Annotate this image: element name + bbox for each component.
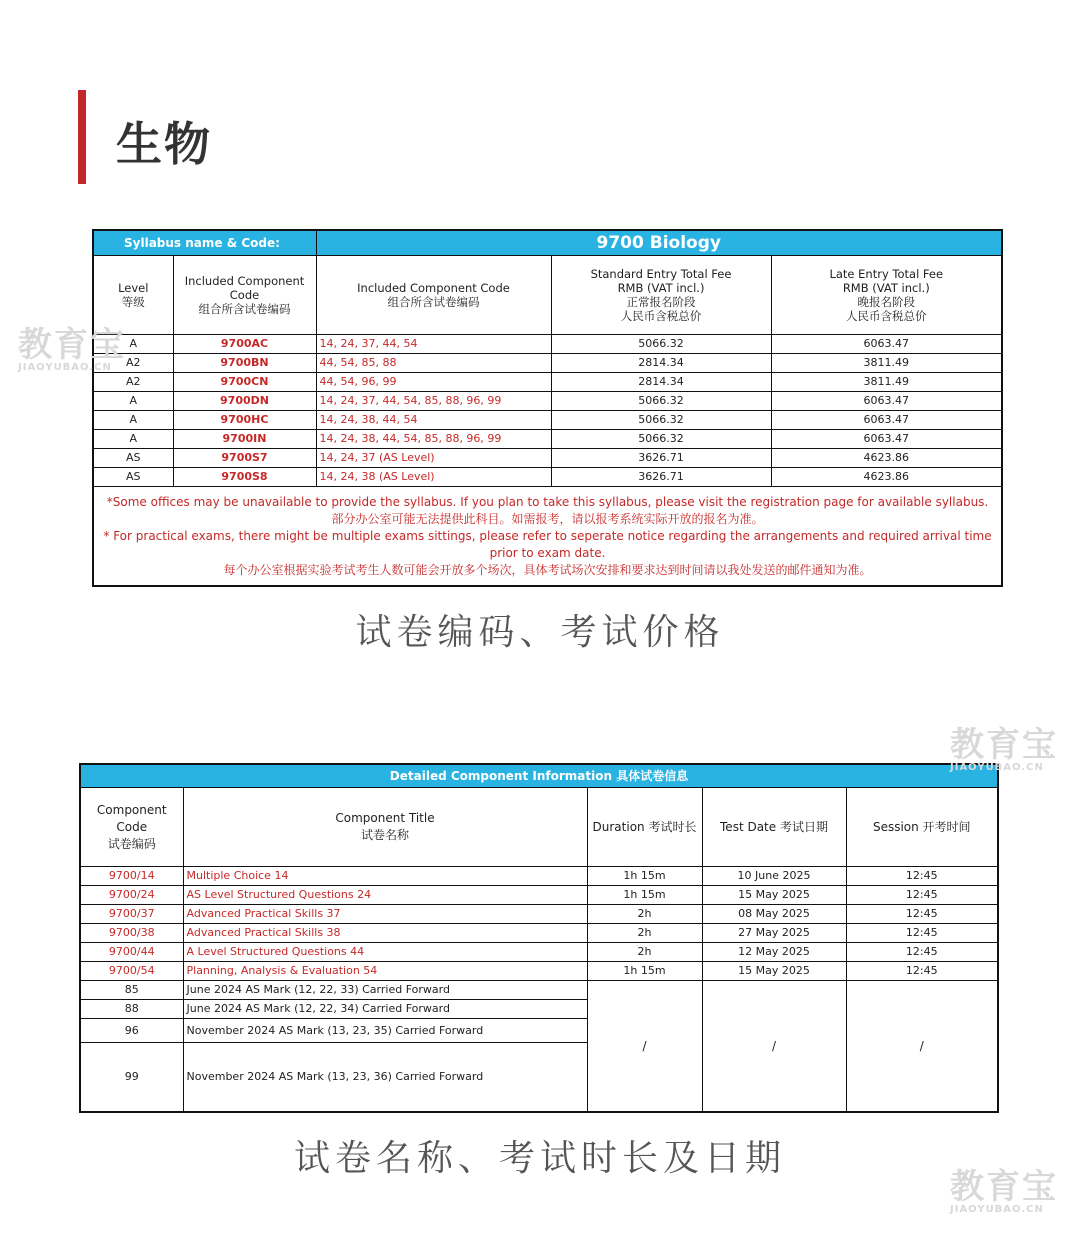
component-row	[80, 962, 998, 981]
header-codes: Included Component Code 组合所含试卷编码	[316, 256, 551, 335]
comp-session: 12:45	[846, 886, 998, 905]
caption-fees: 试卷编码、考试价格	[355, 612, 725, 653]
fee-components: 14, 24, 38, 44, 54	[316, 411, 551, 430]
fee-standard: 5066.32	[551, 430, 771, 449]
fee-components: 44, 54, 85, 88	[316, 354, 551, 373]
fee-level: AS	[93, 468, 173, 487]
comp-date: 15 May 2025	[702, 962, 846, 981]
fee-components: 14, 24, 37, 44, 54	[316, 335, 551, 354]
comp-code: 9700/44	[80, 943, 183, 962]
comp-title: Planning, Analysis & Evaluation 54	[183, 962, 587, 981]
carried-title: November 2024 AS Mark (13, 23, 36) Carried Forward	[183, 1043, 587, 1113]
header-level: Level 等级	[93, 256, 173, 335]
fee-code: 9700BN	[173, 354, 316, 373]
fee-level: A	[93, 411, 173, 430]
fee-components: 14, 24, 38 (AS Level)	[316, 468, 551, 487]
comp-date: 12 May 2025	[702, 943, 846, 962]
watermark-en: JIAOYUBAO.CN	[950, 762, 1044, 773]
caption-components: 试卷名称、考试时长及日期	[293, 1138, 786, 1179]
carried-session: /	[846, 981, 998, 1113]
header-component: Included Component Code 组合所含试卷编码	[173, 256, 316, 335]
comp-session: 12:45	[846, 924, 998, 943]
note-2-en: * For practical exams, there might be multiple exams sittings, please refer to seperate notice regarding the arrangements and required arrival time prior to exam date.	[103, 528, 992, 560]
header-standard-fee: Standard Entry Total Fee RMB (VAT incl.) 正常报名阶段 人民币含税总价	[551, 256, 771, 335]
fee-standard: 3626.71	[551, 449, 771, 468]
fee-code: 9700S7	[173, 449, 316, 468]
fee-level: A	[93, 335, 173, 354]
fee-components: 14, 24, 37, 44, 54, 85, 88, 96, 99	[316, 392, 551, 411]
fee-standard: 5066.32	[551, 392, 771, 411]
fee-row	[93, 411, 1002, 430]
note-1-cn: 部分办公室可能无法提供此科目。如需报考，请以报考系统实际开放的报名为准。	[331, 511, 764, 526]
comp-session: 12:45	[846, 867, 998, 886]
component-row	[80, 924, 998, 943]
fee-row	[93, 335, 1002, 354]
fee-standard: 5066.32	[551, 335, 771, 354]
component-table	[79, 763, 999, 1113]
header-test-date: Test Date 考试日期	[702, 788, 846, 867]
fee-late: 4623.86	[771, 468, 1002, 487]
fee-code: 9700S8	[173, 468, 316, 487]
carried-code: 96	[80, 1019, 183, 1043]
fee-standard: 5066.32	[551, 411, 771, 430]
carried-title: June 2024 AS Mark (12, 22, 34) Carried Forward	[183, 1000, 587, 1019]
fee-level: AS	[93, 449, 173, 468]
fee-late: 4623.86	[771, 449, 1002, 468]
comp-title: A Level Structured Questions 44	[183, 943, 587, 962]
fee-row	[93, 468, 1002, 487]
comp-code: 9700/38	[80, 924, 183, 943]
fee-late: 6063.47	[771, 392, 1002, 411]
fee-level: A2	[93, 354, 173, 373]
comp-session: 12:45	[846, 962, 998, 981]
comp-title: Advanced Practical Skills 37	[183, 905, 587, 924]
component-row	[80, 943, 998, 962]
comp-duration: 1h 15m	[587, 867, 702, 886]
carried-code: 88	[80, 1000, 183, 1019]
watermark-logo	[950, 1167, 1058, 1215]
component-row	[80, 905, 998, 924]
fee-notes	[93, 487, 1002, 587]
syllabus-name: 9700 Biology	[316, 230, 1002, 256]
watermark-logo	[18, 325, 126, 373]
fee-components: 14, 24, 38, 44, 54, 85, 88, 96, 99	[316, 430, 551, 449]
fee-code: 9700CN	[173, 373, 316, 392]
carried-code: 85	[80, 981, 183, 1000]
fee-level: A2	[93, 373, 173, 392]
carried-date: /	[702, 981, 846, 1113]
comp-duration: 2h	[587, 905, 702, 924]
fee-late: 3811.49	[771, 373, 1002, 392]
comp-duration: 1h 15m	[587, 886, 702, 905]
fee-row	[93, 354, 1002, 373]
comp-duration: 1h 15m	[587, 962, 702, 981]
note-1-en: *Some offices may be unavailable to provide the syllabus. If you plan to take this syllabus, please visit the registration page for available syllabus.	[106, 494, 989, 509]
comp-date: 10 June 2025	[702, 867, 846, 886]
comp-session: 12:45	[846, 943, 998, 962]
comp-title: Multiple Choice 14	[183, 867, 587, 886]
title-accent-bar	[78, 90, 86, 184]
comp-duration: 2h	[587, 924, 702, 943]
fee-row	[93, 373, 1002, 392]
comp-date: 27 May 2025	[702, 924, 846, 943]
comp-date: 08 May 2025	[702, 905, 846, 924]
header-late-fee: Late Entry Total Fee RMB (VAT incl.) 晚报名阶段 人民币含税总价	[771, 256, 1002, 335]
fee-late: 3811.49	[771, 354, 1002, 373]
carried-title: June 2024 AS Mark (12, 22, 33) Carried Forward	[183, 981, 587, 1000]
comp-code: 9700/37	[80, 905, 183, 924]
watermark-en: JIAOYUBAO.CN	[950, 1204, 1044, 1215]
comp-code: 9700/14	[80, 867, 183, 886]
comp-code: 9700/54	[80, 962, 183, 981]
comp-duration: 2h	[587, 943, 702, 962]
comp-title: Advanced Practical Skills 38	[183, 924, 587, 943]
fee-level: A	[93, 392, 173, 411]
fee-late: 6063.47	[771, 335, 1002, 354]
fee-standard: 2814.34	[551, 373, 771, 392]
header-comp-code: Component Code 试卷编码	[80, 788, 183, 867]
watermark-en: JIAOYUBAO.CN	[18, 362, 112, 373]
comp-code: 9700/24	[80, 886, 183, 905]
watermark-cn: 教育宝	[18, 325, 126, 365]
component-table-title: Detailed Component Information 具体试卷信息	[80, 764, 998, 788]
fee-code: 9700IN	[173, 430, 316, 449]
watermark-cn: 教育宝	[950, 1167, 1058, 1207]
fee-components: 44, 54, 96, 99	[316, 373, 551, 392]
fee-row	[93, 449, 1002, 468]
component-row	[80, 886, 998, 905]
page-title: 生物	[116, 117, 212, 171]
fee-row	[93, 392, 1002, 411]
fee-level: A	[93, 430, 173, 449]
fee-code: 9700HC	[173, 411, 316, 430]
fee-row	[93, 430, 1002, 449]
fee-components: 14, 24, 37 (AS Level)	[316, 449, 551, 468]
header-comp-title: Component Title 试卷名称	[183, 788, 587, 867]
watermark-cn: 教育宝	[950, 725, 1058, 765]
carried-duration: /	[587, 981, 702, 1113]
comp-session: 12:45	[846, 905, 998, 924]
header-duration: Duration 考试时长	[587, 788, 702, 867]
fee-late: 6063.47	[771, 430, 1002, 449]
fee-table	[92, 229, 1003, 587]
fee-code: 9700AC	[173, 335, 316, 354]
comp-date: 15 May 2025	[702, 886, 846, 905]
component-row	[80, 867, 998, 886]
carried-code: 99	[80, 1043, 183, 1113]
syllabus-label: Syllabus name & Code:	[93, 230, 316, 256]
note-2-cn: 每个办公室根据实验考试考生人数可能会开放多个场次，具体考试场次安排和要求达到时间请以我处发送的邮件通知为准。	[223, 562, 872, 577]
fee-code: 9700DN	[173, 392, 316, 411]
header-session: Session 开考时间	[846, 788, 998, 867]
comp-title: AS Level Structured Questions 24	[183, 886, 587, 905]
fee-late: 6063.47	[771, 411, 1002, 430]
fee-standard: 2814.34	[551, 354, 771, 373]
carried-title: November 2024 AS Mark (13, 23, 35) Carried Forward	[183, 1019, 587, 1043]
fee-standard: 3626.71	[551, 468, 771, 487]
watermark-logo	[950, 725, 1058, 773]
